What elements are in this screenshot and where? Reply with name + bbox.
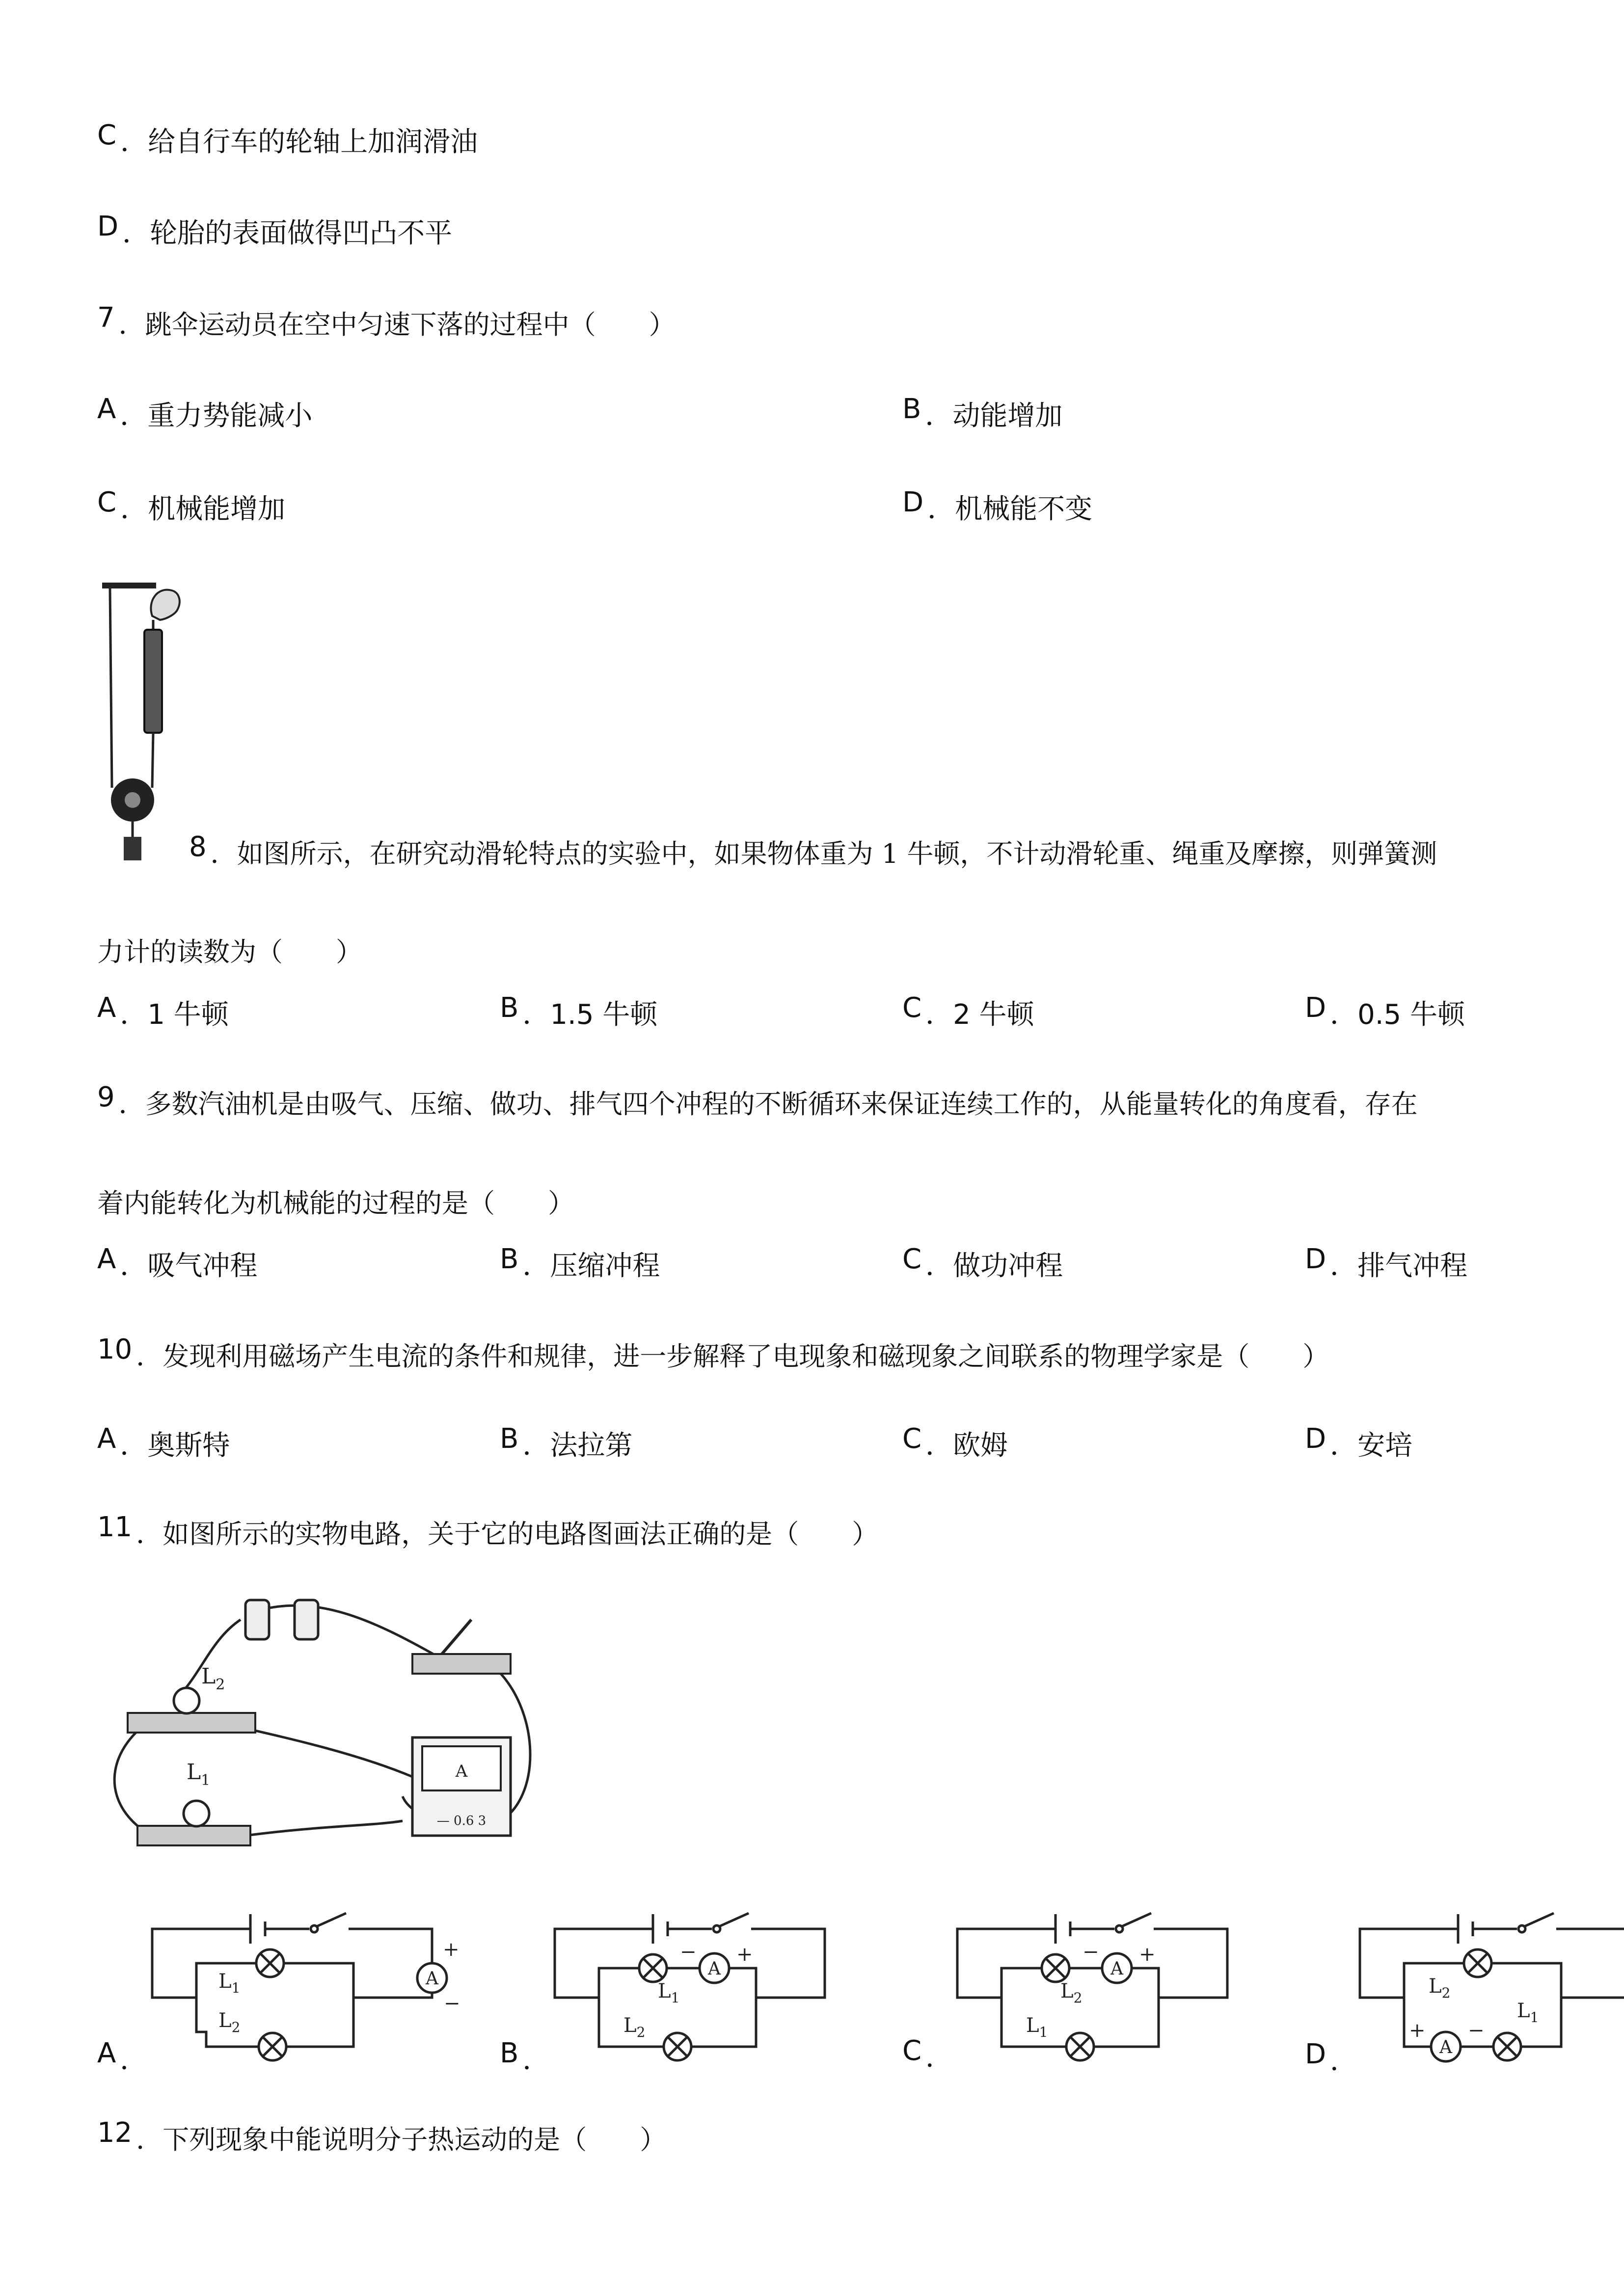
q11-option-a: [97, 2037, 148, 2076]
physical-circuit-figure: [98, 1590, 540, 1865]
ceiling-bar: [102, 583, 156, 588]
q10-option-b: [500, 1423, 633, 1462]
minus-sign: −: [1083, 1941, 1099, 1963]
option-text: ．压缩冲程: [522, 1250, 660, 1282]
svg-text:A: A: [426, 1969, 438, 1989]
option-letter: D: [97, 211, 119, 242]
switch-lever-icon: [442, 1620, 471, 1654]
q8-stem-line1: [189, 831, 1437, 869]
q7-option-d: [902, 486, 1093, 525]
option-text: ．: [522, 2044, 550, 2076]
wire: [353, 1993, 432, 1998]
q11-option-c: [902, 2035, 953, 2074]
option-letter: D: [1305, 1423, 1326, 1455]
wire: [756, 1929, 825, 1998]
question-number: 9: [97, 1081, 115, 1113]
battery-icon: [1458, 1914, 1517, 1944]
circuit-diagram-b: [550, 1904, 835, 2066]
minus-sign: −: [444, 1992, 460, 2015]
bulb-icon: [184, 1801, 209, 1826]
wire: [285, 1963, 353, 2047]
switch-icon: [1116, 1913, 1168, 1932]
lamp-label: $L_2$: [1060, 1980, 1083, 2006]
option-letter: C: [97, 119, 117, 151]
pulley-axle: [125, 792, 140, 808]
switch-icon: [713, 1913, 766, 1932]
option-letter: A: [97, 393, 116, 425]
svg-text:A: A: [1439, 2037, 1452, 2057]
option-text: ．1.5 牛顿: [522, 999, 658, 1031]
option-text: ．欧姆: [925, 1430, 1008, 1462]
option-letter: A: [97, 1423, 116, 1455]
q7-option-a: [97, 393, 313, 432]
q8-option-c: [902, 992, 1034, 1031]
question-text: ．如图所示，在研究动滑轮特点的实验中，如果物体重为 1 牛顿，不计动滑轮重、绳重及摩擦，则弹簧测: [210, 838, 1437, 869]
option-letter: C: [902, 2035, 922, 2067]
q8-option-a: [97, 992, 229, 1031]
wire: [1001, 1968, 1041, 1998]
option-text: ．0.5 牛顿: [1330, 999, 1465, 1031]
option-letter: B: [500, 2037, 519, 2069]
q9-option-a: [97, 1243, 258, 1282]
option-text: ．安培: [1330, 1430, 1413, 1462]
q10-stem: [97, 1334, 1329, 1372]
weight-block-icon: [124, 837, 141, 860]
option-letter: D: [1305, 1243, 1326, 1275]
lamp-label-l2: $L_2$: [201, 1664, 225, 1693]
switch-base: [412, 1654, 511, 1674]
spring-scale-icon: [144, 630, 162, 733]
bulb-icon: [174, 1688, 199, 1713]
question-number: 8: [189, 831, 207, 863]
ammeter-terminals: — 0.6 3: [436, 1814, 487, 1828]
circuit-diagram-a: [147, 1904, 471, 2066]
lamp-icon: [1042, 1954, 1069, 1982]
question-number: 12: [97, 2117, 133, 2149]
question-number: 10: [97, 1334, 133, 1365]
ammeter-icon: [1431, 2032, 1461, 2061]
option-text: ．给自行车的轮轴上加润滑油: [120, 126, 478, 158]
wire: [363, 1929, 432, 1963]
question-number: 7: [97, 302, 115, 334]
q11-stem: [97, 1511, 879, 1549]
question-text: ．发现利用磁场产生电流的条件和规律，进一步解释了电现象和磁现象之间联系的物理学家是（ ）: [136, 1341, 1329, 1372]
option-letter: D: [1305, 2038, 1326, 2070]
question-text: 力计的读数为（ ）: [97, 936, 362, 967]
q7-option-c: [97, 486, 286, 525]
q10-option-c: [902, 1423, 1008, 1462]
question-number: 11: [97, 1511, 133, 1543]
option-text: ．动能增加: [925, 400, 1063, 432]
lamp-label: $L_1$: [218, 1970, 241, 1996]
pulley-figure: [93, 577, 211, 866]
plus-sign: +: [1139, 1943, 1156, 1966]
lamp-icon: [259, 2033, 286, 2060]
option-letter: D: [1305, 992, 1326, 1024]
battery-icon: [653, 1914, 712, 1944]
hand-icon: [151, 590, 179, 620]
q9-option-c: [902, 1243, 1063, 1282]
question-text: ．跳伞运动员在空中匀速下落的过程中（ ）: [118, 309, 676, 340]
lamp-icon: [1493, 2033, 1521, 2060]
lamp-label: $L_2$: [218, 2009, 241, 2035]
wire: [114, 1723, 172, 1839]
option-letter: C: [902, 1423, 922, 1455]
minus-sign: −: [680, 1941, 697, 1963]
battery-icon: [245, 1600, 269, 1639]
minus-sign: −: [1468, 2019, 1485, 2042]
lamp-icon: [1464, 1949, 1491, 1977]
ammeter-icon: [700, 1953, 729, 1983]
question-text: ．如图所示的实物电路，关于它的电路图画法正确的是（ ）: [136, 1519, 879, 1549]
plus-sign: +: [443, 1938, 460, 1961]
ammeter-icon: [1102, 1953, 1132, 1983]
option-text: ．2 牛顿: [925, 999, 1034, 1031]
ammeter-icon: [417, 1963, 447, 1993]
switch-icon: [1518, 1913, 1571, 1932]
option-text: ．重力势能减小: [120, 400, 313, 432]
plus-sign: +: [1409, 2019, 1426, 2042]
circuit-diagram-c: [952, 1904, 1237, 2066]
option-letter: A: [97, 2037, 116, 2069]
circuit-diagram-d: [1355, 1904, 1624, 2066]
q6-option-d: [97, 211, 453, 249]
question-text: ．多数汽油机是由吸气、压缩、做功、排气四个冲程的不断循环来保证连续工作的，从能量转化的角度看，存在: [118, 1089, 1418, 1120]
wire: [1159, 1929, 1227, 1998]
q8-option-d: [1305, 992, 1465, 1031]
q9-stem-line1: [97, 1081, 1418, 1120]
plus-sign: +: [736, 1943, 753, 1966]
q7-option-b: [902, 393, 1063, 432]
option-text: ．机械能增加: [120, 493, 286, 525]
option-text: ．排气冲程: [1330, 1250, 1468, 1282]
option-letter: A: [97, 992, 116, 1024]
lamp-label: $L_2$: [623, 2014, 646, 2040]
option-letter: A: [97, 1243, 116, 1275]
battery-icon: [1056, 1914, 1114, 1944]
q10-option-d: [1305, 1423, 1413, 1462]
lamp-label: $L_1$: [1026, 2014, 1048, 2040]
option-text: ．: [1330, 2045, 1358, 2077]
q11-option-b: [500, 2037, 550, 2076]
wire: [599, 1968, 638, 1998]
svg-text:A: A: [708, 1959, 721, 1979]
switch-icon: [311, 1913, 363, 1932]
option-letter: B: [500, 1423, 519, 1455]
question-text: 着内能转化为机械能的过程的是（ ）: [97, 1188, 574, 1219]
wire: [245, 1821, 403, 1836]
option-letter: B: [500, 992, 519, 1024]
lamp-label: $L_1$: [658, 1980, 680, 2006]
lamp-icon: [664, 2033, 691, 2060]
option-letter: B: [500, 1243, 519, 1275]
option-letter: D: [902, 486, 924, 518]
option-text: ．奥斯特: [120, 1430, 230, 1462]
option-text: ．做功冲程: [925, 1250, 1063, 1282]
q8-stem-line2: [97, 938, 362, 966]
option-text: ．1 牛顿: [120, 999, 229, 1031]
option-letter: B: [902, 393, 921, 425]
q7-stem: [97, 302, 676, 340]
lamp-base: [128, 1713, 255, 1733]
option-letter: C: [902, 992, 922, 1024]
battery-icon: [250, 1914, 309, 1944]
wire: [957, 1929, 1056, 1998]
option-text: ．轮胎的表面做得凹凸不平: [122, 217, 453, 249]
option-text: ．: [925, 2042, 953, 2074]
q9-option-b: [500, 1243, 660, 1282]
option-letter: C: [97, 486, 117, 518]
lamp-label: $L_2$: [1429, 1975, 1451, 2001]
q12-stem: [97, 2117, 667, 2155]
option-text: ．吸气冲程: [120, 1250, 258, 1282]
svg-text:A: A: [1110, 1959, 1123, 1979]
q9-stem-line2: [97, 1190, 574, 1217]
q11-option-d: [1305, 2038, 1358, 2077]
lamp-base: [137, 1826, 250, 1845]
scale-rod: [152, 733, 153, 788]
lamp-icon: [639, 1954, 667, 1982]
battery-icon: [295, 1600, 318, 1639]
ammeter-letter: A: [455, 1762, 468, 1781]
fixed-rope: [110, 588, 112, 788]
option-text: ．机械能不变: [927, 493, 1093, 525]
lamp-icon: [1066, 2033, 1094, 2060]
lamp-label: $L_1$: [1517, 2000, 1539, 2026]
q10-option-a: [97, 1423, 230, 1462]
option-text: ．法拉第: [522, 1430, 633, 1462]
wire: [260, 1605, 442, 1659]
lamp-label-l1: $L_1$: [187, 1760, 211, 1789]
q9-option-d: [1305, 1243, 1468, 1282]
wire: [555, 1929, 653, 1998]
q8-option-b: [500, 992, 658, 1031]
option-text: ．: [120, 2044, 148, 2076]
lamp-icon: [256, 1949, 284, 1977]
option-letter: C: [902, 1243, 922, 1275]
question-text: ．下列现象中能说明分子热运动的是（ ）: [136, 2124, 667, 2155]
q6-option-c: [97, 119, 478, 158]
